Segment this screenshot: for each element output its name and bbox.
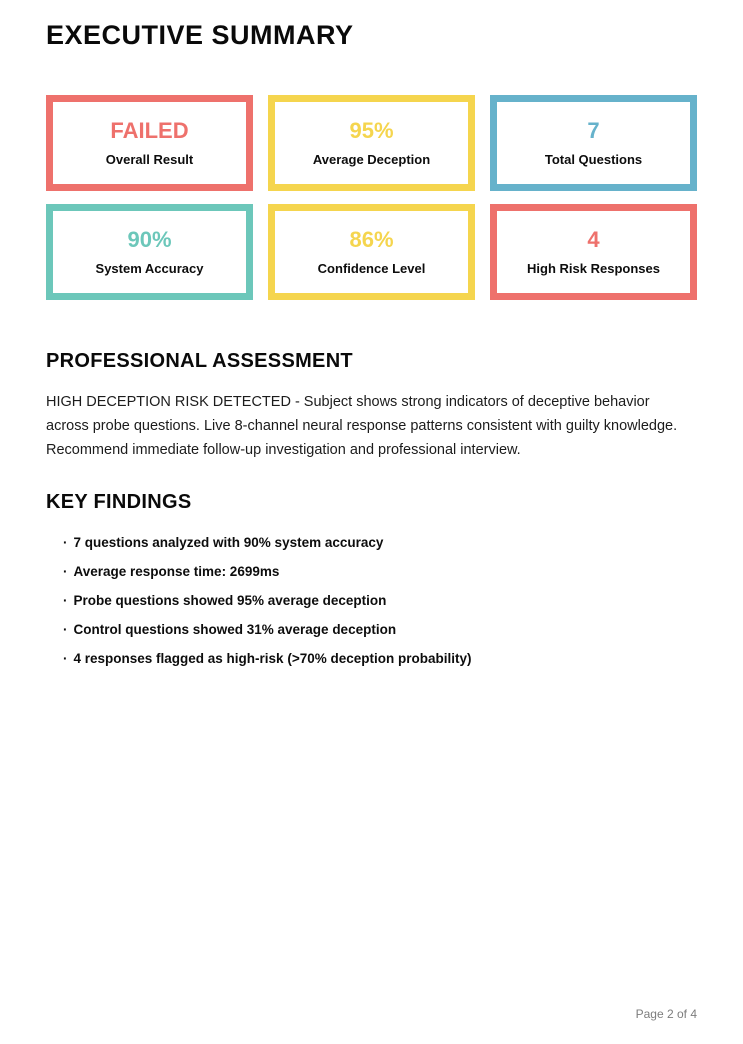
finding-text: 7 questions analyzed with 90% system accuracy bbox=[73, 535, 384, 550]
assessment-body-text: HIGH DECEPTION RISK DETECTED - Subject shows strong indicators of deceptive behavior across probe questions. Live 8-channel neural response patterns consistent with guilty knowledge. Recommend immediate follow-up investigation and professional interview. bbox=[46, 394, 678, 458]
key-findings-list bbox=[46, 535, 697, 666]
finding-text: Control questions showed 31% average deception bbox=[73, 622, 397, 637]
finding-text: 4 responses flagged as high-risk (>70% deception probability) bbox=[73, 651, 472, 666]
stat-box-total-questions bbox=[490, 95, 697, 191]
stat-value: 7 bbox=[587, 117, 600, 143]
bullet-icon: · bbox=[63, 535, 68, 550]
finding-item bbox=[63, 564, 697, 579]
stat-box-average-deception bbox=[268, 95, 475, 191]
stat-value: 86% bbox=[349, 226, 394, 252]
stat-box-high-risk-responses bbox=[490, 204, 697, 300]
page-number: Page 2 of 4 bbox=[635, 1007, 697, 1021]
bullet-icon: · bbox=[63, 622, 68, 637]
professional-assessment-section bbox=[46, 350, 697, 462]
stat-label: Confidence Level bbox=[317, 260, 426, 276]
finding-item bbox=[63, 651, 697, 666]
section-heading-key-findings: KEY FINDINGS bbox=[46, 491, 192, 513]
stat-value: 90% bbox=[127, 226, 172, 252]
finding-text: Probe questions showed 95% average deception bbox=[73, 593, 387, 608]
stat-label: High Risk Responses bbox=[527, 260, 660, 276]
bullet-icon: · bbox=[63, 593, 68, 608]
summary-stats-grid bbox=[46, 95, 697, 300]
stat-box-confidence-level bbox=[268, 204, 475, 300]
finding-item bbox=[63, 622, 697, 637]
page-title: EXECUTIVE SUMMARY bbox=[46, 20, 354, 50]
finding-item bbox=[63, 535, 697, 550]
stat-label: Average Deception bbox=[312, 151, 431, 167]
stat-value: 95% bbox=[349, 117, 394, 143]
stat-label: Total Questions bbox=[544, 151, 643, 167]
section-heading-professional-assessment: PROFESSIONAL ASSESSMENT bbox=[46, 350, 353, 372]
key-findings-section bbox=[46, 491, 697, 666]
stat-box-system-accuracy bbox=[46, 204, 253, 300]
stat-box-overall-result bbox=[46, 95, 253, 191]
stat-value: 4 bbox=[587, 226, 600, 252]
bullet-icon: · bbox=[63, 564, 68, 579]
finding-item bbox=[63, 593, 697, 608]
finding-text: Average response time: 2699ms bbox=[73, 564, 280, 579]
stat-value: FAILED bbox=[110, 117, 189, 143]
stat-label: System Accuracy bbox=[95, 260, 204, 276]
stat-label: Overall Result bbox=[105, 151, 194, 167]
bullet-icon: · bbox=[63, 651, 68, 666]
